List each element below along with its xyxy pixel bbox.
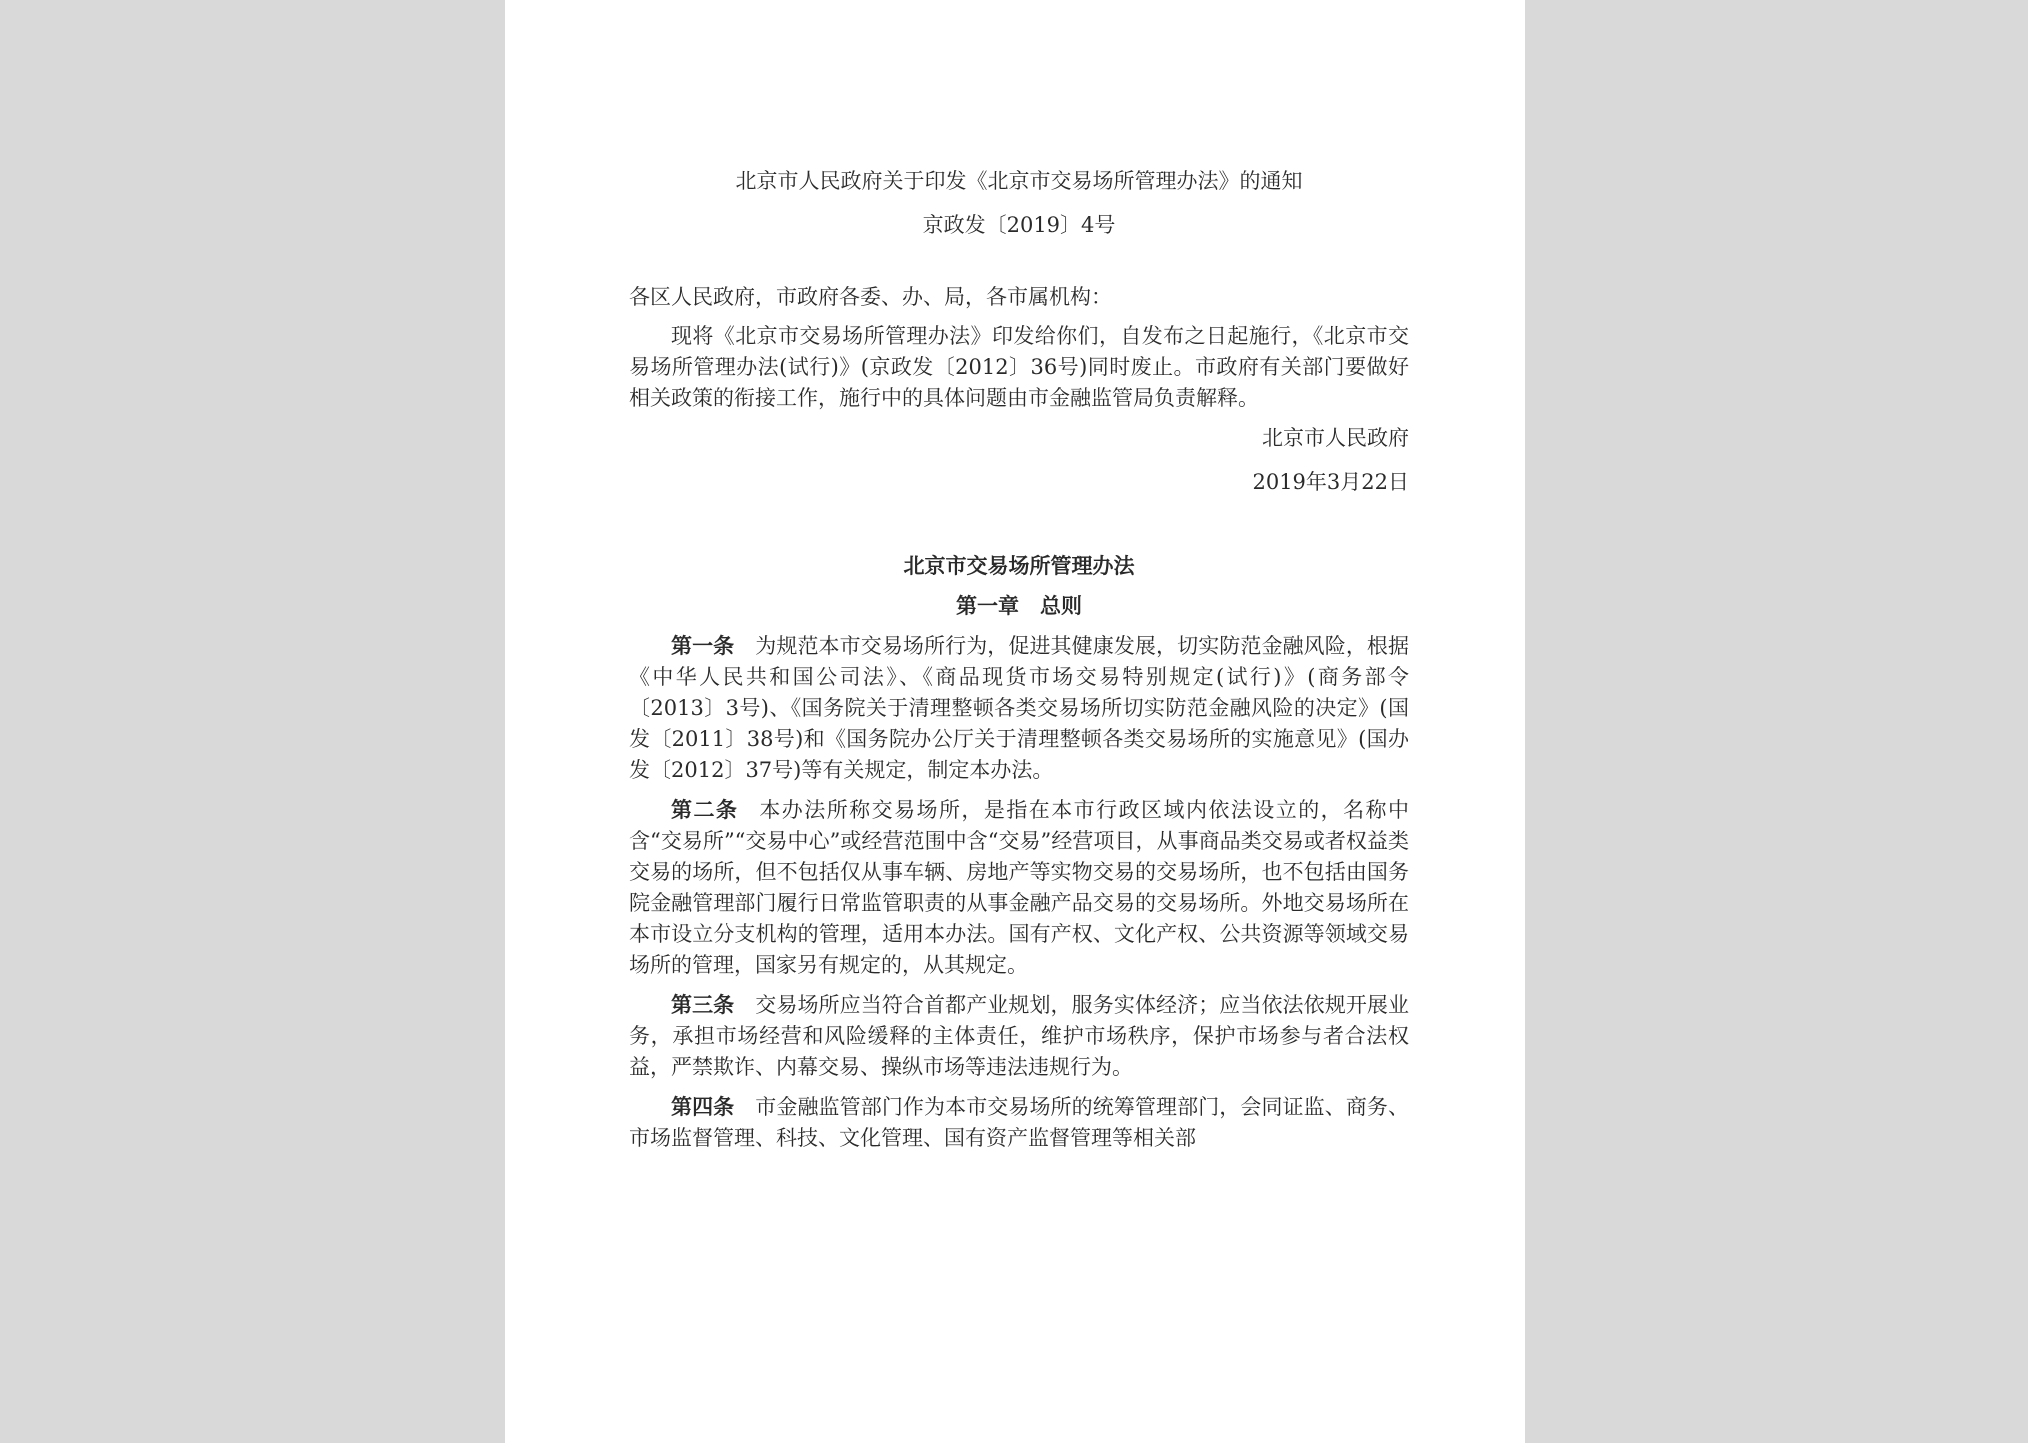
article-text: 市金融监管部门作为本市交易场所的统筹管理部门，会同证监、商务、市场监督管理、科技、文化管理、国有资产监督管理等相关部 [629, 1095, 1410, 1150]
document-content [629, 165, 1409, 1154]
article-4 [629, 1091, 1409, 1154]
addressee-line: 各区人民政府，市政府各委、办、局，各市属机构： [629, 285, 1112, 309]
article-2 [629, 794, 1409, 981]
article-label: 第四条 [671, 1094, 735, 1119]
article-text: 为规范本市交易场所行为，促进其健康发展，切实防范金融风险，根据《中华人民共和国公司法》、《商品现货市场交易特别规定(试行)》(商务部令〔2013〕3号)、《国务院关于清理整顿各类交易场所切实防范金融风险的决定》(国发〔2011〕38号)和《国务院办公厅关于清理整顿各类交易场所的实施意见》(国办发〔2012〕37号)等有关规定，制定本办法。 [629, 634, 1410, 782]
article-1 [629, 630, 1409, 786]
article-text: 交易场所应当符合首都产业规划，服务实体经济；应当依法依规开展业务，承担市场经营和风险缓释的主体责任，维护市场秩序，保护市场参与者合法权益，严禁欺诈、内幕交易、操纵市场等违法违规行为。 [629, 993, 1410, 1079]
signature-date: 2019年3月22日 [1252, 470, 1409, 494]
notice-title: 北京市人民政府关于印发《北京市交易场所管理办法》的通知 [735, 169, 1303, 193]
article-label: 第二条 [671, 797, 739, 822]
article-label: 第一条 [671, 633, 735, 658]
article-label: 第三条 [671, 992, 735, 1017]
signatory: 北京市人民政府 [1262, 426, 1409, 450]
regulation-title: 北京市交易场所管理办法 [903, 553, 1135, 578]
document-page [505, 0, 1525, 1443]
document-number: 京政发〔2019〕4号 [922, 213, 1116, 237]
notice-body-paragraph: 现将《北京市交易场所管理办法》印发给你们，自发布之日起施行，《北京市交易场所管理办法(试行)》(京政发〔2012〕36号)同时废止。市政府有关部门要做好相关政策的衔接工作，施行中的具体问题由市金融监管局负责解释。 [629, 324, 1409, 410]
article-text: 本办法所称交易场所，是指在本市行政区域内依法设立的，名称中含“交易所”“交易中心”或经营范围中含“交易”经营项目，从事商品类交易或者权益类交易的场所，但不包括仅从事车辆、房地产等实物交易的交易场所，也不包括由国务院金融管理部门履行日常监管职责的从事金融产品交易的交易场所。外地交易场所在本市设立分支机构的管理，适用本办法。国有产权、文化产权、公共资源等领域交易场所的管理，国家另有规定的，从其规定。 [629, 798, 1410, 977]
article-3 [629, 989, 1409, 1083]
chapter-title: 第一章 总则 [956, 593, 1082, 618]
